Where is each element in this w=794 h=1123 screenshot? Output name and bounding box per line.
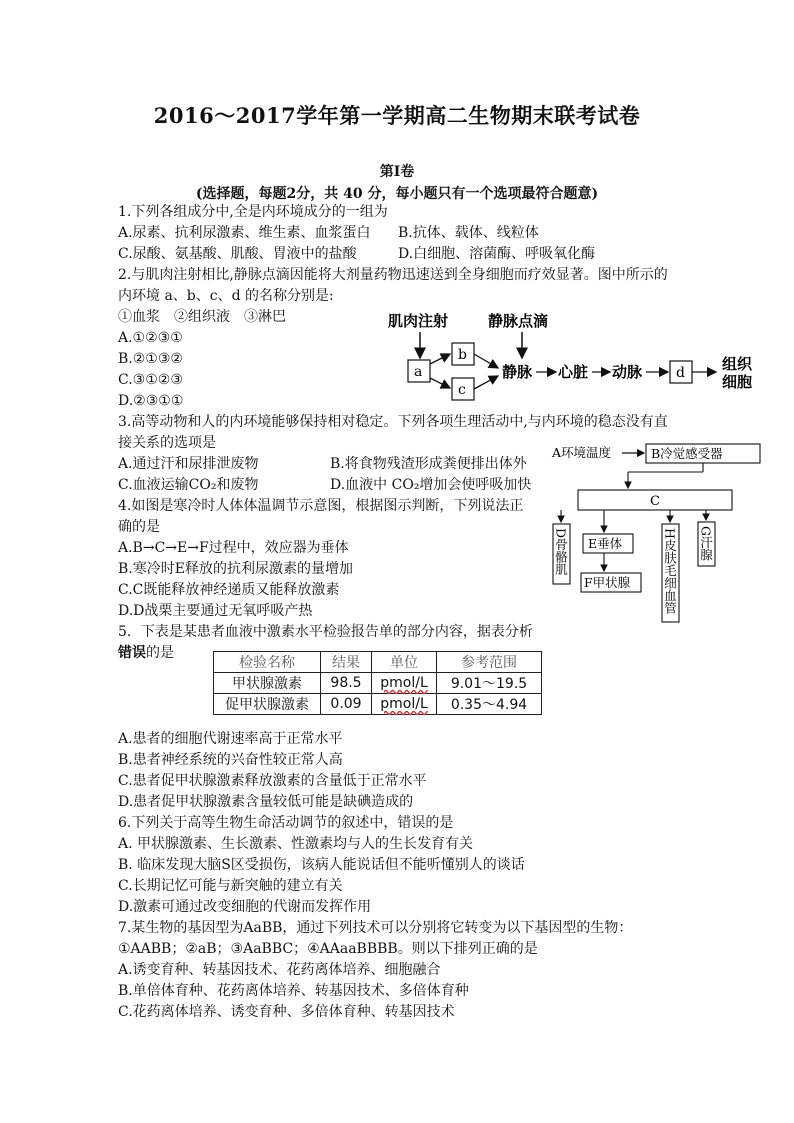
q2-box-a-label: a [414,364,423,380]
q6-stem: 6.下列关于高等生物生命活动调节的叙述中，错误的是 [118,815,454,831]
table-cell: 98.5 [321,673,372,694]
q1-option-b: B.抗体、载体、线粒体 [398,225,539,241]
q5-stem-1: 5．下表是某患者血液中激素水平检验报告单的部分内容，据表分析 [118,624,533,640]
q2-box-b-label: b [458,347,467,363]
hormone-report-table [213,651,542,715]
q2-option-b: B.②①③② [118,351,183,367]
q2-option-c: C.③①②③ [118,372,183,388]
q2-box-c-label: c [458,382,466,398]
q4-regulation-diagram [548,440,770,625]
q2-label-vein: 静脉 [502,363,533,381]
q6-option-a: A. 甲状腺激素、生长激素、性激素均与人的生长发育有关 [118,836,474,852]
q2-label-drip: 静脉点滴 [488,312,549,330]
table-row [214,673,542,694]
table-header: 结果 [321,652,372,673]
q2-option-a: A.①②③① [118,330,183,346]
table-header: 单位 [372,652,437,673]
q2-stem-1: 2.与肌肉注射相比,静脉点滴因能将大剂量药物迅速送到全身细胞而疗效显著。图中所示的 [118,267,668,283]
q3-stem-1: 3.高等动物和人的内环境能够保持相对稳定。下列各项生理活动中,与内环境的稳态没有直 [118,414,668,430]
q4-box-receptor-label: B冷觉感受器 [651,446,723,461]
q7-option-b: B.单倍体育种、花药离体培养、转基因技术、多倍体育种 [118,983,469,999]
q5-stem-2 [118,644,174,662]
table-cell: 0.09 [321,694,372,715]
q4-box-c-label: C [650,494,660,509]
exam-title: 2016～2017学年第一学期高二生物期末联考试卷 [153,103,641,128]
q4-box-f-label: F甲状腺 [584,575,631,590]
q3-stem-2: 接关系的选项是 [118,435,216,451]
table-cell: 甲状腺激素 [214,673,321,694]
q2-label-inject: 肌肉注射 [388,312,449,330]
section-note: (选择题，每题2分，共 40 分，每小题只有一个选项最符合题意) [195,186,599,202]
q4-box-d-label: D骨骼肌 [553,528,569,576]
q2-label-tissue-2: 细胞 [722,373,753,391]
table-cell: 促甲状腺激素 [214,694,321,715]
q3-option-b: B.将食物残渣形成粪便排出体外 [330,456,527,472]
q4-box-e-label: E垂体 [588,536,623,551]
table-header-row [214,652,542,673]
q4-stem-2: 确的是 [118,519,160,535]
q3-option-d: D.血液中 CO₂增加会使呼吸加快 [330,477,532,493]
q5-option-a: A.患者的细胞代谢速率高于正常水平 [118,731,343,747]
q4-box-h-label: H皮肤毛细血管 [662,528,678,614]
q4-option-d: D.D战栗主要通过无氧呼吸产热 [118,603,313,619]
q7-stem-1: 7.某生物的基因型为AaBB，通过下列技术可以分别将它转变为以下基因型的生物： [118,920,633,936]
table-cell: 0.35～4.94 [437,694,542,715]
q2-flow-diagram [380,306,780,406]
table-row [214,694,542,715]
q2-label-tissue-1: 组织 [722,355,753,373]
q2-items: ①血浆 ②组织液 ③淋巴 [118,309,286,325]
q5-option-c: C.患者促甲状腺激素释放激素的含量低于正常水平 [118,773,427,789]
section-name: 第Ⅰ卷 [379,164,415,180]
q2-box-d-label: d [676,365,685,381]
q1-stem: 1.下列各组成分中,全是内环境成分的一组为 [118,204,388,220]
q5-stem-rest: 的是 [146,645,174,661]
q5-option-d: D.患者促甲状腺激素含量较低可能是缺碘造成的 [118,794,414,810]
q4-option-c: C.C既能释放神经递质又能释放激素 [118,582,340,598]
q6-option-c: C.长期记忆可能与新突触的建立有关 [118,878,343,894]
q6-option-d: D.激素可通过改变细胞的代谢而发挥作用 [118,899,372,915]
q4-stem-1: 4.如图是寒冷时人体体温调节示意图，根据图示判断，下列说法正 [118,498,524,514]
q6-option-b: B. 临床发现大脑S区受损伤，该病人能说话但不能听懂别人的谈话 [118,857,525,873]
table-cell: pmol/L [372,694,437,715]
q4-label-env: A环境温度 [552,445,612,460]
q3-option-c: C.血液运输CO₂和废物 [118,477,259,493]
q2-label-artery: 动脉 [612,363,643,381]
q1-option-a: A.尿素、抗利尿激素、维生素、血浆蛋白 [118,225,371,241]
table-header: 检验名称 [214,652,321,673]
q3-option-a: A.通过汗和尿排泄废物 [118,456,259,472]
q4-option-a: A.B→C→E→F过程中，效应器为垂体 [118,540,349,556]
q5-stem-bold: 错误 [118,645,146,661]
q5-option-b: B.患者神经系统的兴奋性较正常人高 [118,752,343,768]
table-cell: pmol/L [372,673,437,694]
q2-stem-2: 内环境 a、b、c、d 的名称分别是: [118,288,334,304]
q7-option-a: A.诱变育种、转基因技术、花药离体培养、细胞融合 [118,962,441,978]
q2-label-heart: 心脏 [558,363,589,381]
q7-stem-2: ①AABB；②aB；③AaBBC；④AAaaBBBB。则以下排列正确的是 [118,941,538,957]
q7-option-c: C.花药离体培养、诱变育种、多倍体育种、转基因技术 [118,1004,455,1020]
q2-option-d: D.②③①① [118,393,184,409]
q1-option-c: C.尿酸、氨基酸、肌酸、胃液中的盐酸 [118,246,357,262]
q4-option-b: B.寒冷时E释放的抗利尿激素的量增加 [118,561,353,577]
table-cell: 9.01～19.5 [437,673,542,694]
q1-option-d: D.白细胞、溶菌酶、呼吸氧化酶 [398,246,596,262]
table-header: 参考范围 [437,652,542,673]
q4-box-g-label: G汗腺 [698,526,714,561]
